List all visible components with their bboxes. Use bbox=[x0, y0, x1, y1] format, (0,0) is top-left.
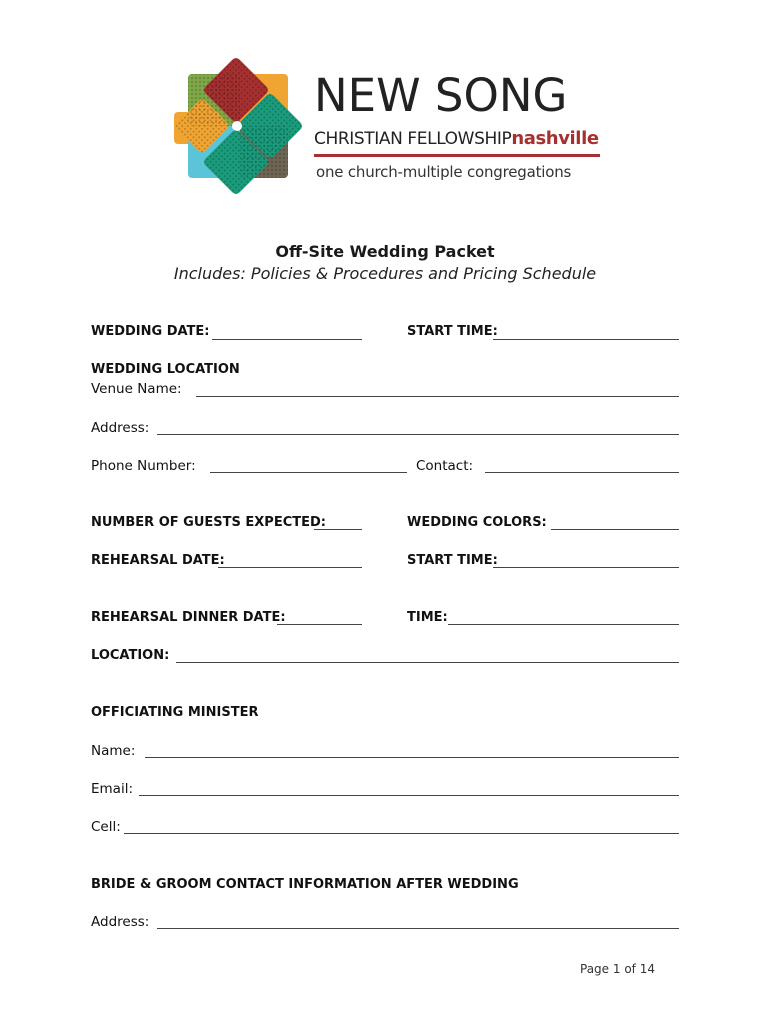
church-logo-mark bbox=[170, 56, 310, 201]
guests-expected-field[interactable] bbox=[314, 529, 362, 530]
logo-tagline: one church-multiple congregations bbox=[316, 163, 572, 181]
rehearsal-start-time-label: START TIME: bbox=[407, 553, 498, 568]
wedding-location-heading: WEDDING LOCATION bbox=[91, 362, 240, 377]
page-number: Page 1 of 14 bbox=[580, 962, 655, 976]
location-label: LOCATION: bbox=[91, 648, 170, 663]
phone-number-field[interactable] bbox=[210, 472, 407, 473]
logo-divider bbox=[314, 154, 600, 157]
logo-sub-accent: nashville bbox=[511, 128, 599, 149]
minister-email-field[interactable] bbox=[139, 795, 679, 796]
rehearsal-date-label: REHEARSAL DATE: bbox=[91, 553, 225, 568]
guests-expected-label: NUMBER OF GUESTS EXPECTED: bbox=[91, 515, 326, 530]
wedding-date-field[interactable] bbox=[212, 339, 362, 340]
bride-groom-contact-heading: BRIDE & GROOM CONTACT INFORMATION AFTER WEDDING bbox=[91, 877, 519, 892]
rehearsal-date-field[interactable] bbox=[218, 567, 362, 568]
address-field[interactable] bbox=[157, 434, 679, 435]
logo-center-dot bbox=[232, 121, 242, 131]
minister-name-field[interactable] bbox=[145, 757, 679, 758]
contact-label: Contact: bbox=[416, 458, 474, 474]
dinner-time-field[interactable] bbox=[448, 624, 679, 625]
logo-name-line: NEW SONG bbox=[314, 69, 568, 122]
rehearsal-start-time-field[interactable] bbox=[493, 567, 679, 568]
rehearsal-dinner-date-label: REHEARSAL DINNER DATE: bbox=[91, 610, 286, 625]
dinner-time-label: TIME: bbox=[407, 610, 448, 625]
wedding-colors-field[interactable] bbox=[551, 529, 679, 530]
phone-number-label: Phone Number: bbox=[91, 458, 196, 474]
address-label: Address: bbox=[91, 420, 150, 436]
start-time-label: START TIME: bbox=[407, 324, 498, 339]
venue-name-label: Venue Name: bbox=[91, 381, 182, 397]
officiating-minister-heading: OFFICIATING MINISTER bbox=[91, 705, 259, 720]
minister-cell-field[interactable] bbox=[124, 833, 679, 834]
logo-sub-prefix: CHRISTIAN FELLOWSHIP bbox=[314, 129, 512, 149]
page-title: Off-Site Wedding Packet bbox=[275, 242, 495, 261]
start-time-field[interactable] bbox=[493, 339, 679, 340]
minister-cell-label: Cell: bbox=[91, 819, 121, 835]
bride-groom-address-label: Address: bbox=[91, 914, 150, 930]
page-subtitle: Includes: Policies & Procedures and Pricing Schedule bbox=[173, 264, 597, 283]
bride-groom-address-field[interactable] bbox=[157, 928, 679, 929]
wedding-colors-label: WEDDING COLORS: bbox=[407, 515, 547, 530]
venue-name-field[interactable] bbox=[196, 396, 679, 397]
logo-sub-line bbox=[314, 127, 599, 151]
minister-name-label: Name: bbox=[91, 743, 136, 759]
minister-email-label: Email: bbox=[91, 781, 134, 797]
location-field[interactable] bbox=[176, 662, 679, 663]
wedding-date-label: WEDDING DATE: bbox=[91, 324, 210, 339]
rehearsal-dinner-date-field[interactable] bbox=[277, 624, 362, 625]
contact-field[interactable] bbox=[485, 472, 679, 473]
